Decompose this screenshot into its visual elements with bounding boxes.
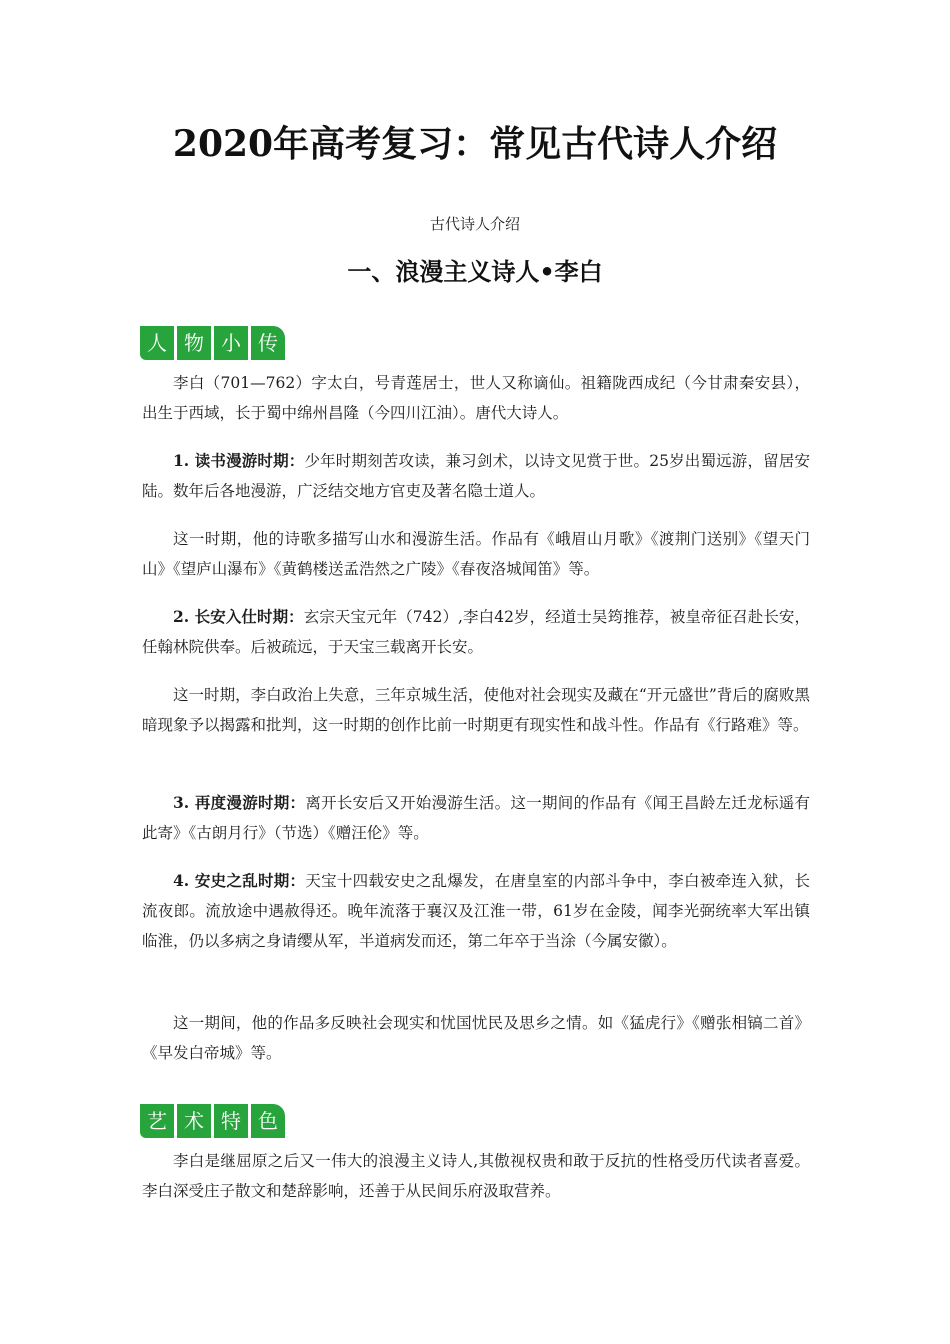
period-3-label: 3. 再度漫游时期： — [173, 793, 306, 812]
tag-char: 色 — [251, 1104, 285, 1138]
period-2-text: 玄宗天宝元年（742）,李白42岁，经道士吴筠推荐，被皇帝征召赴长安，任翰林院供奉。后被疏远，于天宝三载离开长安。 — [142, 608, 810, 656]
intro-paragraph: 李白（701—762）字太白，号青莲居士，世人又称谪仙。祖籍陇西成纪（今甘肃秦安县），出生于西域，长于蜀中绵州昌隆（今四川江油）。唐代大诗人。 — [142, 374, 810, 422]
tag-char: 术 — [177, 1104, 211, 1138]
period-4-label: 4. 安史之乱时期： — [173, 871, 306, 890]
section-heading: 一、浪漫主义诗人•李白 — [347, 258, 603, 286]
period-3-paragraph — [142, 788, 810, 848]
biography-tag — [140, 326, 285, 360]
period-1-paragraph — [142, 446, 810, 506]
period-4-paragraph — [142, 866, 810, 956]
tag-char: 艺 — [140, 1104, 174, 1138]
period-2-paragraph — [142, 602, 810, 662]
period-2-works-paragraph: 这一时期，李白政治上失意，三年京城生活，使他对社会现实及藏在“开元盛世”背后的腐败黑暗现象予以揭露和批判，这一时期的创作比前一时期更有现实性和战斗性。作品有《行路难》等。 — [142, 686, 810, 734]
period-3-text: 离开长安后又开始漫游生活。这一期间的作品有《闻王昌龄左迁龙标遥有此寄》《古朗月行》（节选）《赠汪伦》等。 — [142, 794, 810, 842]
period-2-label: 2. 长安入仕时期： — [173, 607, 304, 626]
period-1-text: 少年时期刻苦攻读，兼习剑术，以诗文见赏于世。25岁出蜀远游，留居安陆。数年后各地漫游，广泛结交地方官吏及著名隐士道人。 — [142, 452, 810, 500]
tag-char: 小 — [214, 326, 248, 360]
tag-char: 人 — [140, 326, 174, 360]
document-subtitle: 古代诗人介绍 — [429, 215, 520, 233]
period-1-works-paragraph: 这一时期，他的诗歌多描写山水和漫游生活。作品有《峨眉山月歌》《渡荆门送别》《望天门山》《望庐山瀑布》《黄鹤楼送孟浩然之广陵》《春夜洛城闻笛》等。 — [142, 530, 810, 578]
period-4-text: 天宝十四载安史之乱爆发，在唐皇室的内部斗争中，李白被牵连入狱，长流夜郎。流放途中遇赦得还。晚年流落于襄汉及江淮一带，61岁在金陵，闻李光弼统率大军出镇临淮，仍以多病之身请缨从军，半道病发而还，第二年卒于当涂（今属安徽）。 — [142, 872, 810, 950]
artistic-features-paragraph: 李白是继屈原之后又一伟大的浪漫主义诗人,其傲视权贵和敢于反抗的性格受历代读者喜爱。李白深受庄子散文和楚辞影响，还善于从民间乐府汲取营养。 — [142, 1152, 810, 1200]
tag-char: 传 — [251, 326, 285, 360]
artistic-features-tag — [140, 1104, 285, 1138]
period-4-works-paragraph: 这一期间，他的作品多反映社会现实和忧国忧民及思乡之情。如《猛虎行》《赠张相镐二首》《早发白帝城》等。 — [142, 1014, 810, 1062]
tag-char: 物 — [177, 326, 211, 360]
period-1-label: 1. 读书漫游时期： — [173, 451, 305, 470]
tag-char: 特 — [214, 1104, 248, 1138]
document-title: 2020年高考复习：常见古代诗人介绍 — [172, 123, 778, 165]
